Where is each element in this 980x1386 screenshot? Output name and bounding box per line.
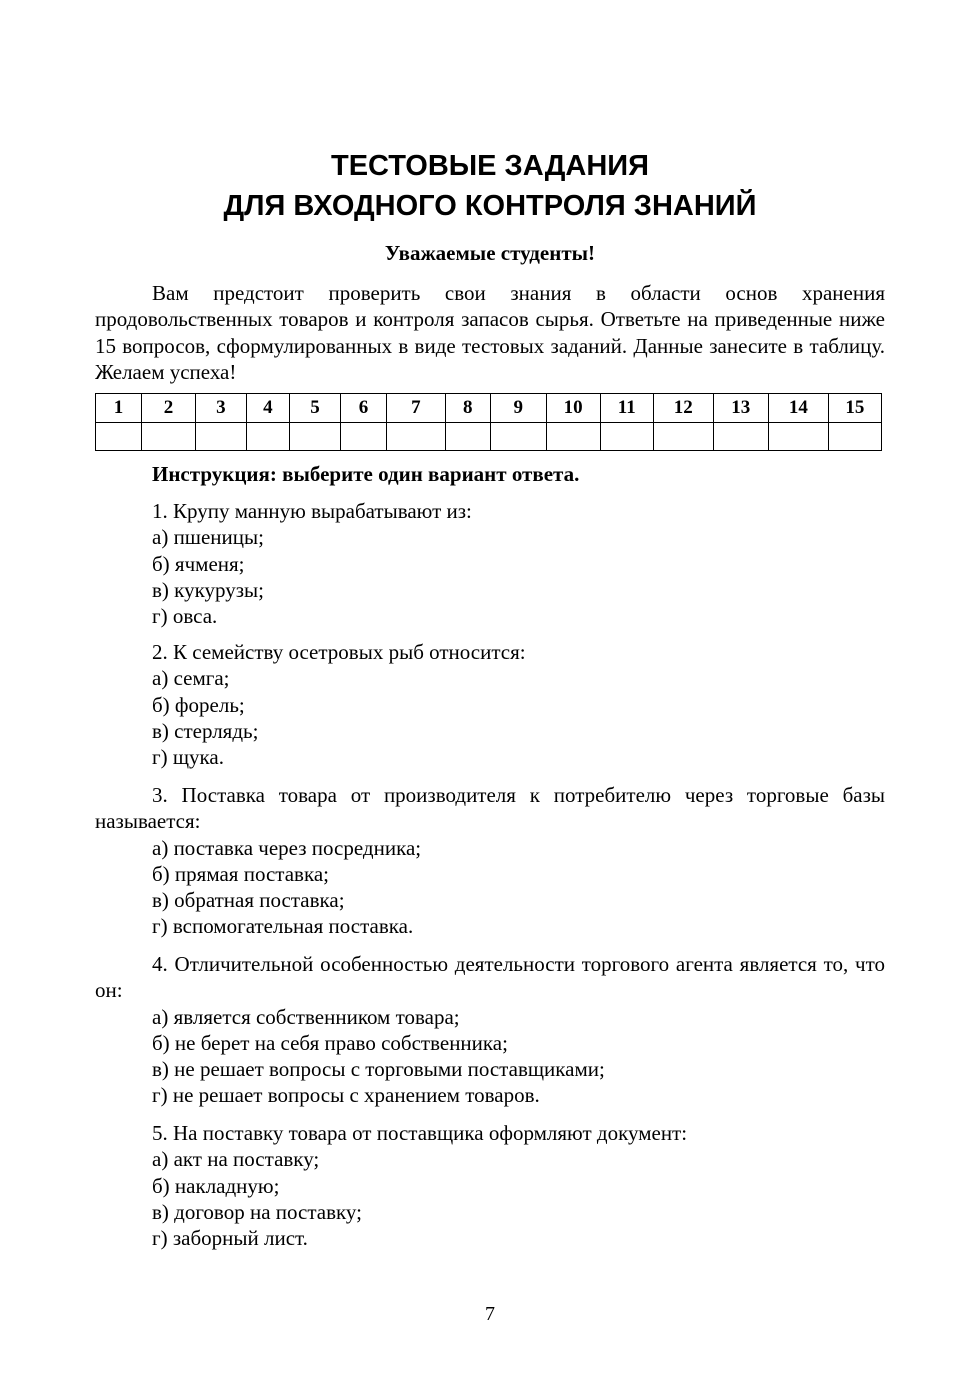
question-text: 1. Крупу манную вырабатывают из: [152,499,472,523]
title-line-2: ДЛЯ ВХОДНОГО КОНТРОЛЯ ЗНАНИЙ [223,190,757,222]
answer-cell[interactable] [828,423,881,451]
answer-option: а) поставка через посредника; [152,835,422,860]
answer-table-header-cell: 12 [653,394,713,423]
answer-table-header-cell: 5 [290,394,341,423]
answer-table-header-cell: 14 [768,394,828,423]
answer-cell[interactable] [600,423,653,451]
answer-option: а) является собственником товара; [152,1004,460,1029]
answer-option: б) не берет на себя право собственника; [152,1030,508,1055]
answer-option: в) обратная поставка; [152,888,345,913]
answer-option: б) форель; [152,692,245,717]
answer-option: г) овса. [152,604,218,629]
answer-option: в) стерлядь; [152,718,259,743]
question [95,1120,885,1251]
answer-table-header-cell: 6 [340,394,386,423]
answer-option: г) щука. [152,745,224,770]
answer-table-header-cell: 9 [490,394,546,423]
answer-cell[interactable] [96,423,142,451]
answer-cell[interactable] [653,423,713,451]
answer-option: б) накладную; [152,1173,280,1198]
question-text: 3. Поставка товара от производителя к потребителю через торговые базы называется: [95,783,885,834]
title-line-1: ТЕСТОВЫЕ ЗАДАНИЯ [331,150,649,182]
answer-table-header-cell: 3 [195,394,246,423]
answer-cell[interactable] [445,423,490,451]
answer-cell[interactable] [246,423,289,451]
answer-table-header-cell: 10 [546,394,600,423]
answer-cell[interactable] [490,423,546,451]
instruction: Инструкция: выберите один вариант ответа. [152,462,580,486]
answer-table-header-cell: 4 [246,394,289,423]
question [95,498,885,629]
answer-table [95,393,882,451]
answer-table-header-cell: 15 [828,394,881,423]
greeting: Уважаемые студенты! [384,241,596,265]
intro-paragraph: Вам предстоит проверить свои знания в области основ хранения продовольственных товаров и контроля запасов сырья. Ответьте на приведенные ниже 15 вопросов, сформулированных в виде тестовых заданий. Данные занесите в таблицу. Желаем успеха! [95,281,885,384]
question-text: 2. К семейству осетровых рыб относится: [152,640,526,664]
answer-cell[interactable] [387,423,446,451]
page-title [0,146,980,226]
answer-table-header-cell: 13 [713,394,768,423]
answer-table-header-cell: 1 [96,394,142,423]
answer-table-header [96,394,882,423]
answer-option: г) не решает вопросы с хранением товаров. [152,1083,540,1108]
answer-cell[interactable] [340,423,386,451]
answer-option: б) прямая поставка; [152,861,329,886]
answer-cell[interactable] [768,423,828,451]
answer-option: г) заборный лист. [152,1226,308,1251]
answer-option: а) акт на поставку; [152,1147,320,1172]
answer-option: в) договор на поставку; [152,1199,362,1224]
answer-table-header-cell: 7 [387,394,446,423]
question-text: 4. Отличительной особенностью деятельности торгового агента является то, что он: [95,952,885,1003]
answer-option: б) ячменя; [152,551,245,576]
answer-cell[interactable] [546,423,600,451]
question-text: 5. На поставку товара от поставщика оформляют документ: [152,1121,688,1145]
answer-cell[interactable] [142,423,196,451]
answer-option: а) семга; [152,666,230,691]
page-number: 7 [485,1303,495,1325]
answer-table-header-cell: 11 [600,394,653,423]
answer-cell[interactable] [290,423,341,451]
answer-option: в) не решает вопросы с торговыми поставщиками; [152,1057,605,1082]
answer-table-answers [96,423,882,451]
question [95,951,885,1109]
answer-option: г) вспомогательная поставка. [152,914,414,939]
answer-option: в) кукурузы; [152,577,264,602]
answer-cell[interactable] [713,423,768,451]
answer-cell[interactable] [195,423,246,451]
answer-option: а) пшеницы; [152,525,264,550]
answer-table-header-cell: 8 [445,394,490,423]
answer-table-header-cell: 2 [142,394,196,423]
question [95,639,885,770]
question [95,782,885,940]
